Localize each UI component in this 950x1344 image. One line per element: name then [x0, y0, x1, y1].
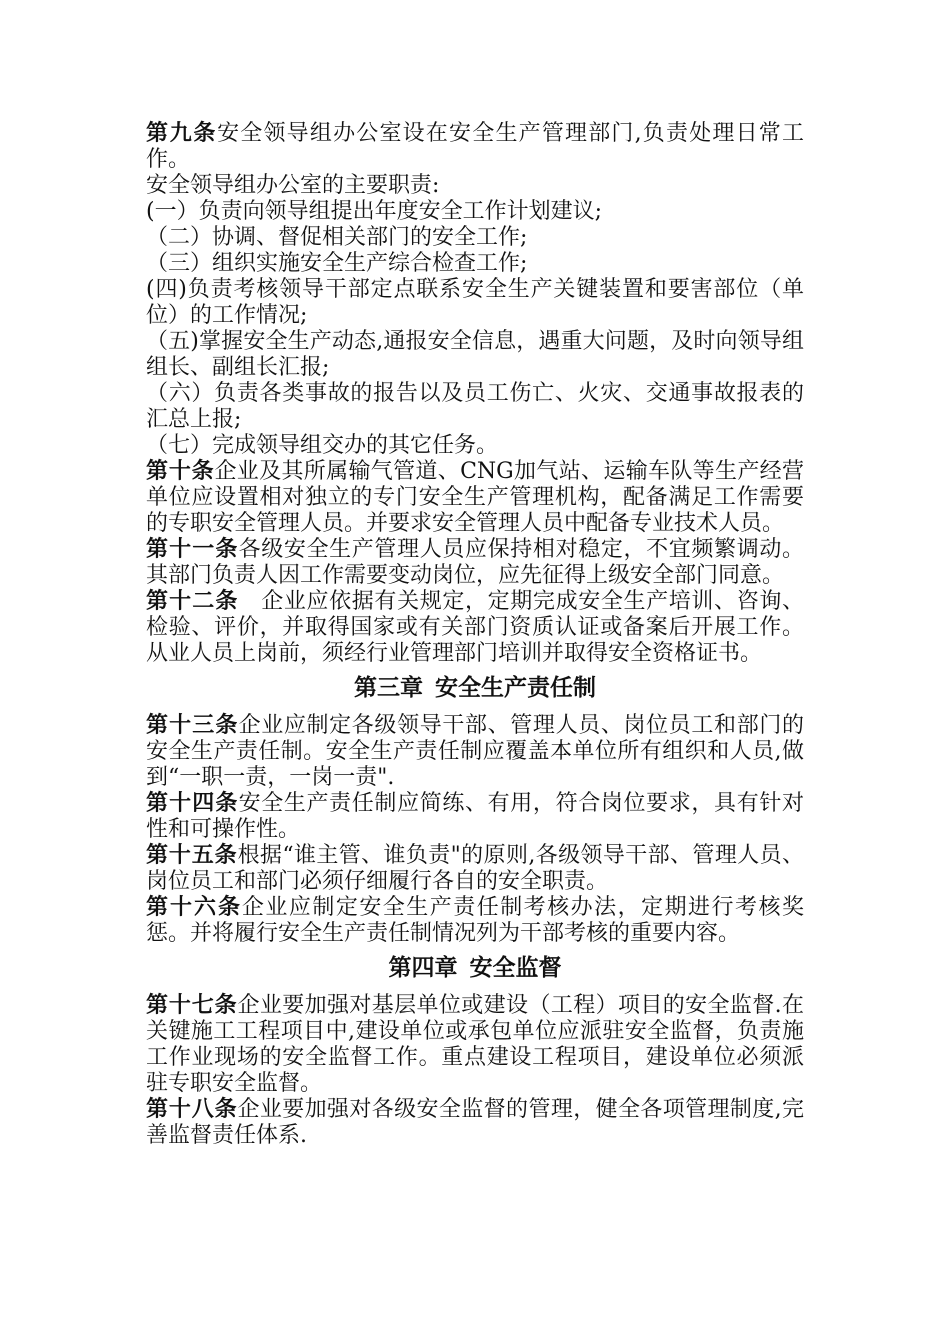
- article-label: 第十四条: [146, 791, 239, 816]
- chapter-heading: [146, 953, 804, 983]
- paragraph-text: （六）负责各类事故的报告以及员工伤亡、火灾、交通事故报表的汇总上报;: [146, 381, 804, 432]
- article-label: 第十三条: [146, 713, 239, 738]
- paragraph-text: (一）负责向领导组提出年度安全工作计划建议;: [146, 199, 602, 224]
- article-paragraph: [146, 121, 804, 173]
- chapter-title: 安全生产责任制: [435, 675, 596, 701]
- list-paragraph: [146, 225, 804, 251]
- article-label: 第十二条: [146, 589, 239, 614]
- paragraph-text: 根据“谁主管、谁负责"的原则,各级领导干部、管理人员、岗位员工和部门必须仔细履行各自的安全职责。: [146, 843, 804, 894]
- paragraph-text: 安全生产责任制应简练、有用，符合岗位要求，具有针对性和可操作性。: [146, 791, 804, 842]
- document-page: [146, 121, 804, 1149]
- article-label: 第十一条: [146, 537, 239, 562]
- paragraph-text: 企业应制定安全生产责任制考核办法，定期进行考核奖惩。并将履行安全生产责任制情况列为干部考核的重要内容。: [146, 895, 804, 946]
- article-label: 第九条: [146, 121, 218, 146]
- article-paragraph: [146, 1097, 804, 1149]
- chapter-title: 安全监督: [469, 955, 562, 981]
- article-paragraph: [146, 589, 804, 667]
- list-paragraph: [146, 381, 804, 433]
- chapter-number: 第四章: [388, 955, 458, 981]
- paragraph-text: （七）完成领导组交办的其它任务。: [146, 433, 499, 458]
- paragraph-text: 安全领导组办公室的主要职责:: [146, 173, 440, 198]
- list-paragraph: [146, 329, 804, 381]
- article-paragraph: [146, 791, 804, 843]
- paragraph-text: （五)掌握安全生产动态,通报安全信息，遇重大问题，及时向领导组组长、副组长汇报;: [146, 329, 804, 380]
- chapter-heading: [146, 673, 804, 703]
- article-paragraph: [146, 537, 804, 589]
- paragraph-text: 企业要加强对各级安全监督的管理，健全各项管理制度,完善监督责任体系.: [146, 1097, 804, 1148]
- paragraph-text: 企业要加强对基层单位或建设（工程）项目的安全监督.在关键施工工程项目中,建设单位或承包单位应派驻安全监督，负责施工作业现场的安全监督工作。重点建设工程项目，建设单位必须派驻专职安全监督。: [146, 993, 804, 1096]
- list-paragraph: [146, 199, 804, 225]
- paragraph-text: (四)负责考核领导干部定点联系安全生产关键装置和要害部位（单位）的工作情况;: [146, 277, 804, 328]
- paragraph-text: （二）协调、督促相关部门的安全工作;: [146, 225, 528, 250]
- article-label: 第十七条: [146, 993, 238, 1018]
- chapter-number: 第三章: [354, 675, 423, 701]
- article-paragraph: [146, 895, 804, 947]
- list-paragraph: [146, 173, 804, 199]
- paragraph-text: 企业应依据有关规定，定期完成安全生产培训、咨询、检验、评价，并取得国家或有关部门资质认证或备案后开展工作。从业人员上岗前，须经行业管理部门培训并取得安全资格证书。: [146, 589, 804, 666]
- article-label: 第十八条: [146, 1097, 238, 1122]
- paragraph-text: 各级安全生产管理人员应保持相对稳定，不宜频繁调动。其部门负责人因工作需要变动岗位，应先征得上级安全部门同意。: [146, 537, 804, 588]
- article-label: 第十六条: [146, 895, 242, 920]
- list-paragraph: [146, 433, 804, 459]
- article-paragraph: [146, 843, 804, 895]
- paragraph-text: 安全领导组办公室设在安全生产管理部门,负责处理日常工作。: [146, 121, 804, 172]
- paragraph-text: 企业及其所属输气管道、CNG加气站、运输车队等生产经营单位应设置相对独立的专门安全生产管理机构，配备满足工作需要的专职安全管理人员。并要求安全管理人员中配备专业技术人员。: [146, 459, 804, 536]
- paragraph-text: 企业应制定各级领导干部、管理人员、岗位员工和部门的安全生产责任制。安全生产责任制应覆盖本单位所有组织和人员,做到“一职一责，一岗一责".: [146, 713, 804, 790]
- article-paragraph: [146, 713, 804, 791]
- article-paragraph: [146, 993, 804, 1097]
- article-label: 第十五条: [146, 843, 238, 868]
- article-paragraph: [146, 459, 804, 537]
- list-paragraph: [146, 277, 804, 329]
- paragraph-text: （三）组织实施安全生产综合检查工作;: [146, 251, 528, 276]
- article-label: 第十条: [146, 459, 215, 484]
- list-paragraph: [146, 251, 804, 277]
